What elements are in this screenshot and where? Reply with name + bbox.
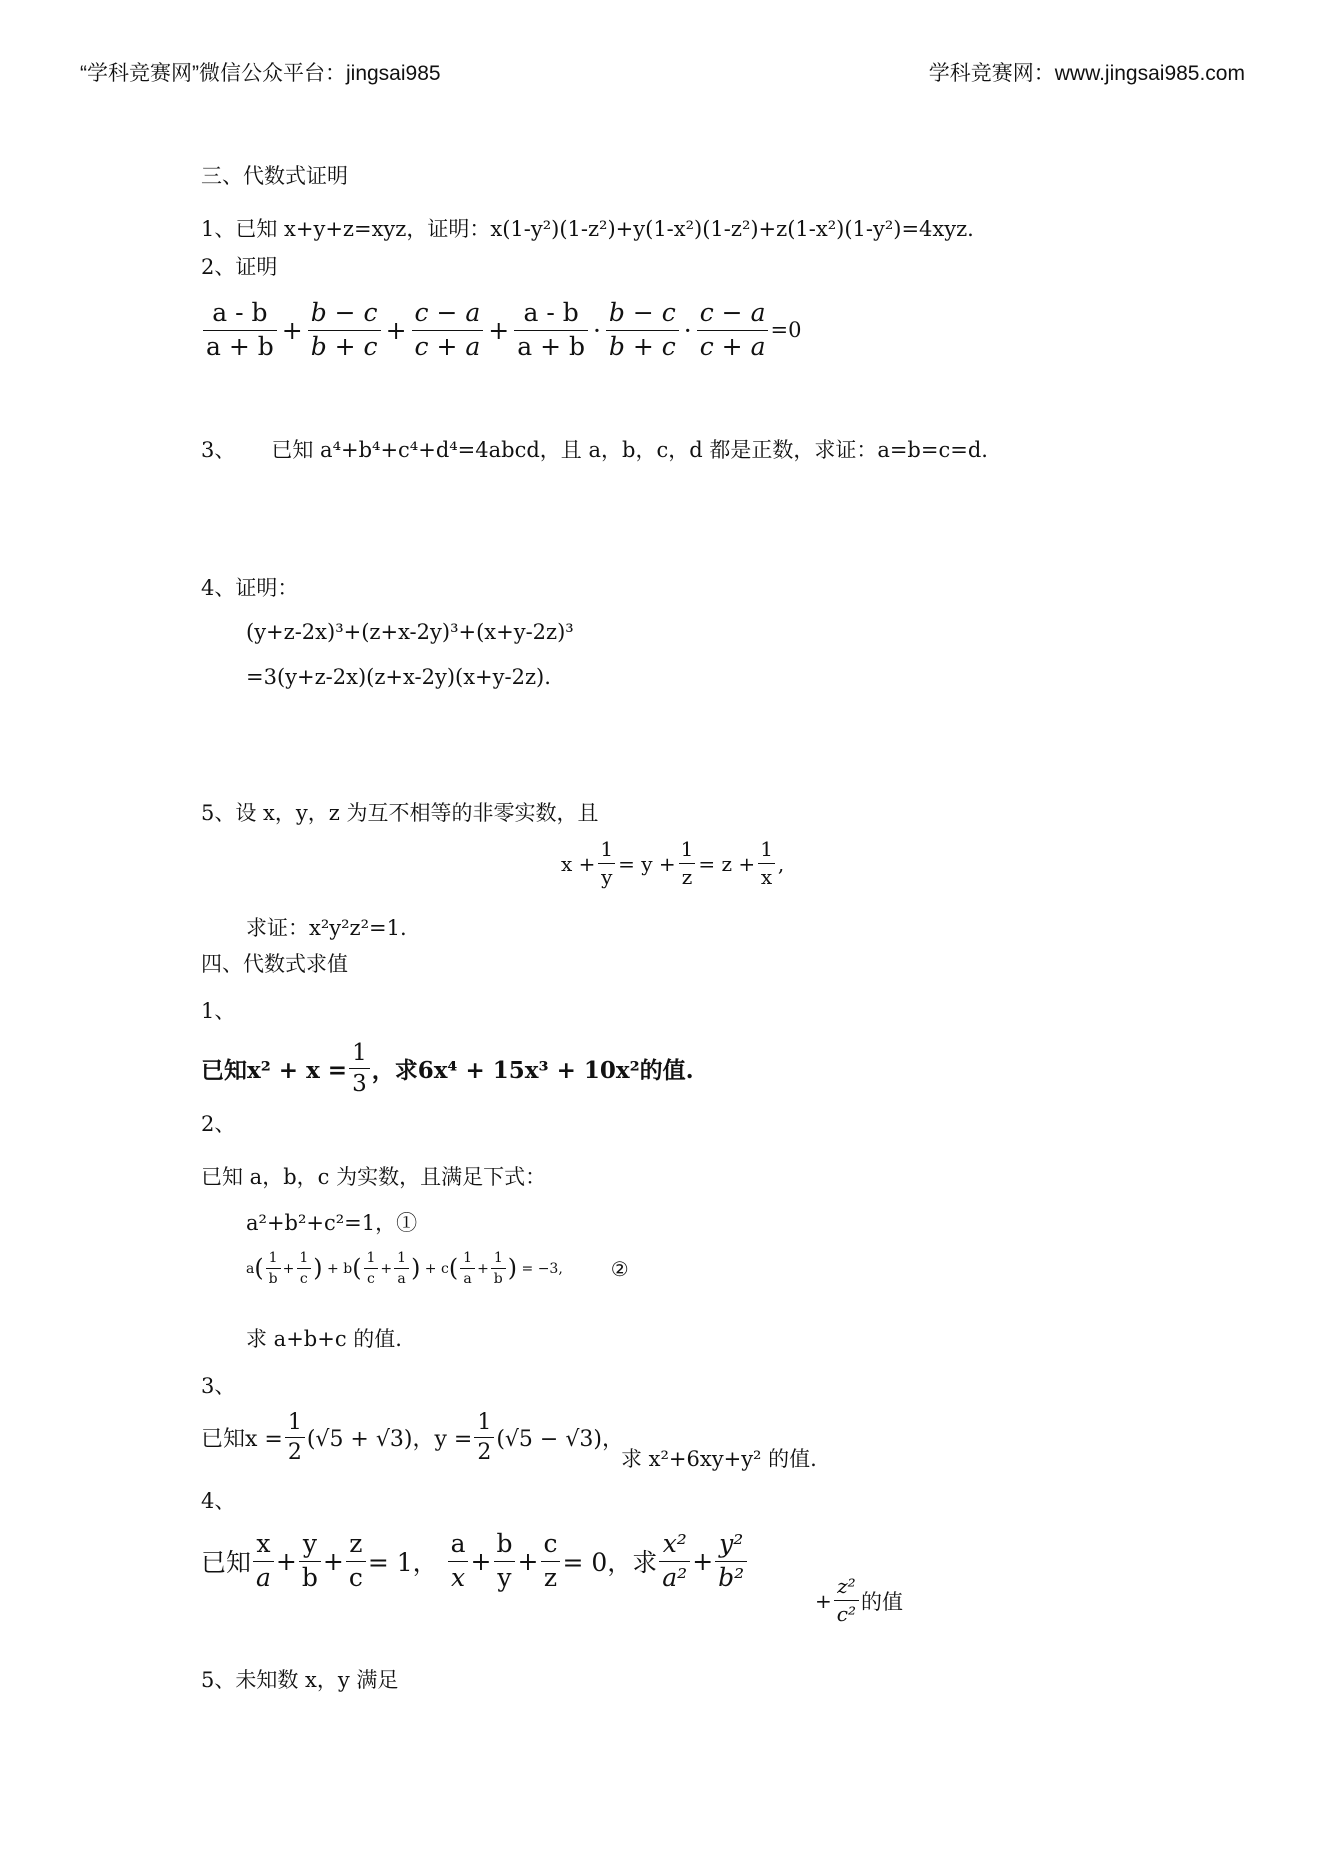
fraction: $\frac{b - c}{b + c}$	[308, 299, 381, 362]
question-4-3-ask: 求 x²+6xy+y² 的值.	[621, 1447, 817, 1471]
fraction: $\frac{c - a}{c + a}$	[412, 299, 484, 362]
question-4-4-label: 4、	[201, 1489, 236, 1513]
problem-3-2-label: 2、证明	[201, 255, 278, 279]
fraction: $\frac{c - a}{c + a}$	[697, 299, 769, 362]
question-4-2-eq2: a ( $\frac{1}{b}$ + $\frac{1}{c}$ ) + b ( $\frac{1}{c}$ + $\frac{1}{a}$ ) + c ( $\frac{1}{a}$ + $\frac{1}{b}$ ) = −3, ②	[246, 1250, 629, 1288]
circled-two-mark: ②	[610, 1256, 629, 1281]
problem-3-4-line1: (y+z-2x)³+(z+x-2y)³+(x+y-2z)³	[246, 620, 574, 644]
fraction: $\frac{a - b}{a + b}$	[514, 299, 588, 362]
problem-3-5-prove: 求证：x²y²z²=1.	[246, 916, 407, 940]
problem-3-1-label: 1、已知 x+y+z=xyz，证明：	[201, 217, 491, 241]
question-4-1-label: 1、	[201, 999, 236, 1023]
problem-3-1-expr: x(1-y²)(1-z²)+y(1-x²)(1-z²)+z(1-x²)(1-y²)=4xyz.	[490, 217, 974, 241]
problem-3-2-equation: $\frac{a - b}{a + b}$ + $\frac{b - c}{b + c}$ + $\frac{c - a}{c + a}$ + $\frac{a - b}{a + b}$ · $\frac{b - c}{b + c}$ · $\frac{c - a}{c + a}$ =0	[201, 298, 801, 362]
problem-3-5-label: 5、设 x，y，z 为互不相等的非零实数，且	[201, 801, 599, 825]
section4-title: 四、代数式求值	[201, 952, 348, 976]
problem-3-1	[201, 215, 974, 243]
problem-3-3-label: 3、	[201, 438, 236, 462]
fraction: $\frac{b - c}{b + c}$	[606, 299, 679, 362]
question-4-5-label: 5、未知数 x，y 满足	[201, 1668, 399, 1692]
question-4-2-label: 2、	[201, 1112, 236, 1136]
problem-3-4-line2: =3(y+z-2x)(z+x-2y)(x+y-2z).	[246, 665, 551, 689]
problem-3-3-text: 已知 a⁴+b⁴+c⁴+d⁴=4abcd，且 a，b，c，d 都是正数，求证：a=b=c=d.	[271, 438, 988, 462]
header-left-text: “学科竞赛网”微信公众平台：jingsai985	[80, 62, 441, 85]
question-4-1-equation: 已知x² + x = $\frac{1}{3}$ ，求6x⁴ + 15x³ + 10x²的值.	[201, 1040, 694, 1098]
question-4-2-eq1: a²+b²+c²=1，①	[246, 1211, 418, 1235]
problem-3-3	[201, 436, 988, 464]
fraction: $\frac{a - b}{a + b}$	[203, 299, 277, 362]
question-4-4-tail: + $\frac{\text{z²}}{\text{c²}}$ 的值	[815, 1574, 903, 1626]
question-4-3-equation: 已知x = $\frac{1}{2}$ (√5 + √3)，y = $\frac{1}{2}$ (√5 − √3)，	[201, 1410, 624, 1466]
question-4-2-intro: 已知 a，b，c 为实数，且满足下式：	[201, 1165, 547, 1189]
problem-3-5-equation: x + $\frac{1}{y}$ = y + $\frac{1}{z}$ = z + $\frac{1}{x}$ ,	[561, 837, 785, 889]
question-4-2-ask: 求 a+b+c 的值.	[246, 1327, 402, 1351]
problem-3-4-label: 4、证明：	[201, 576, 299, 600]
header-right-text: 学科竞赛网：www.jingsai985.com	[928, 62, 1245, 85]
question-4-3-label: 3、	[201, 1374, 236, 1398]
question-4-4-equation: 已知 $\frac{x}{a}$ + $\frac{y}{b}$ + $\frac{z}{c}$ = 1， $\frac{a}{x}$ + $\frac{b}{y}$ + $\frac{c}{z}$ = 0，求 $\frac{\text{x²}}{\text{a²}}$ + $\frac{\text{y²}}{\text{b²}}$	[201, 1530, 749, 1593]
section3-title: 三、代数式证明	[201, 164, 348, 188]
